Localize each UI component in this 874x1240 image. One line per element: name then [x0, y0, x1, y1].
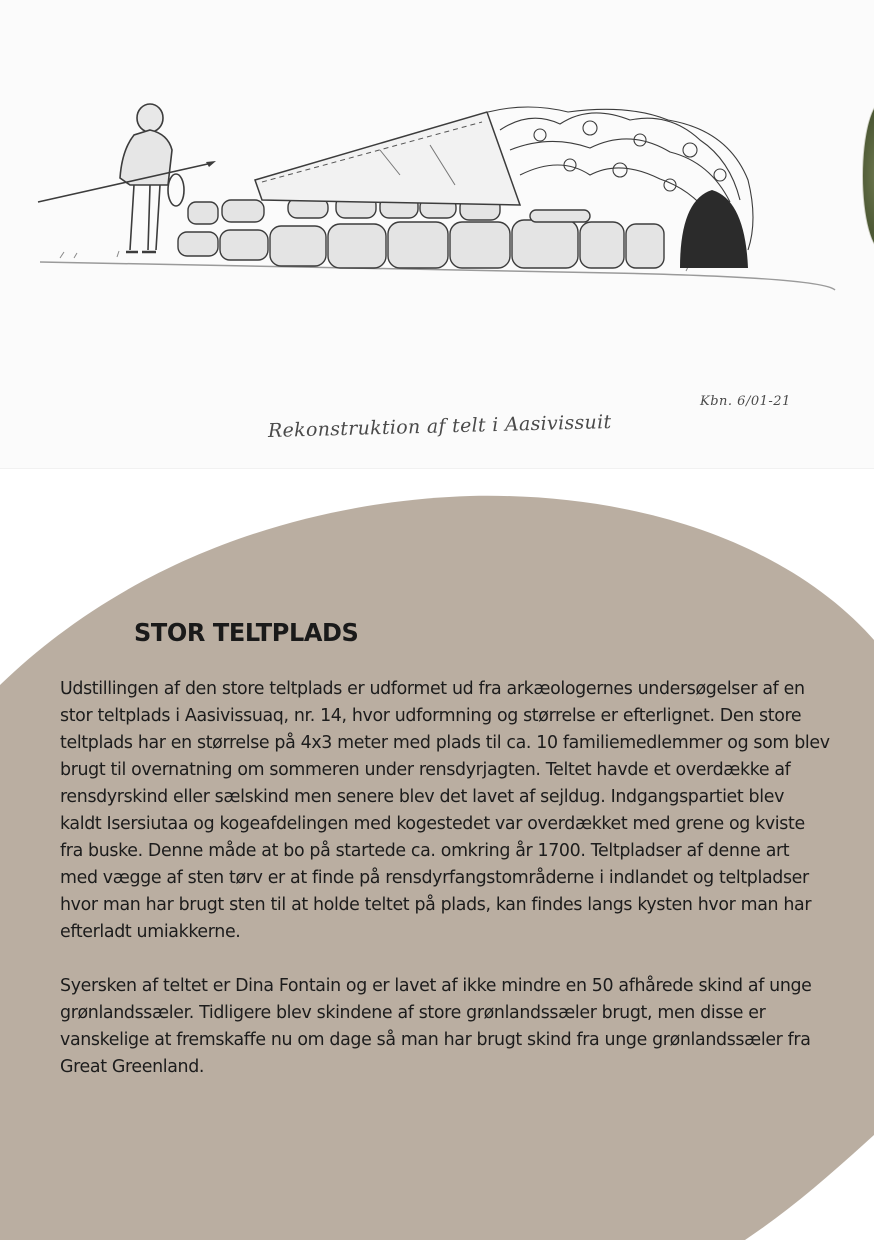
paragraph: Syersken af teltet er Dina Fontain og er lavet af ikke mindre en 50 afhårede skind af unge grønlandssæler. Tidligere blev skindene af store grønlandssæler brugt, men disse er vanskelige at fremskaffe nu om dage så man har brugt skind fra unge grønlandssæler fra Great Greenland. [60, 976, 812, 1077]
sketch-signature: Kbn. 6/01-21 [700, 394, 791, 409]
section-heading: STOR TELTPLADS [134, 618, 359, 648]
sketch-caption: Rekonstruktion af telt i Aasivissuit [267, 411, 612, 442]
article-body [60, 676, 830, 1108]
paragraph: Udstillingen af den store teltplads er udformet ud fra arkæologernes undersøgelser af en stor teltplads i Aasivissuaq, nr. 14, hvor udformning og størrelse er efterlignet. Den store teltplads har en størrelse på 4x3 meter med plads til ca. 10 familiemedlemmer og som blev brugt til overnatning om sommeren under rensdyrjagten. Teltet havde et overdække af rensdyrskind eller sælskind men senere blev det lavet af sejldug. Indgangspartiet blev kaldt Isersiutaa og kogeafdelingen med kogestedet var overdækket med grene og kviste fra buske. Denne måde at bo på startede ca. omkring år 1700. Teltpladser af denne art med vægge af sten tørv er at finde på rensdyrfangstområderne i indlandet og teltpladser hvor man har brugt sten til at holde teltet på plads, kan findes langs kysten hvor man har efterladt umiakkerne. [60, 679, 830, 942]
